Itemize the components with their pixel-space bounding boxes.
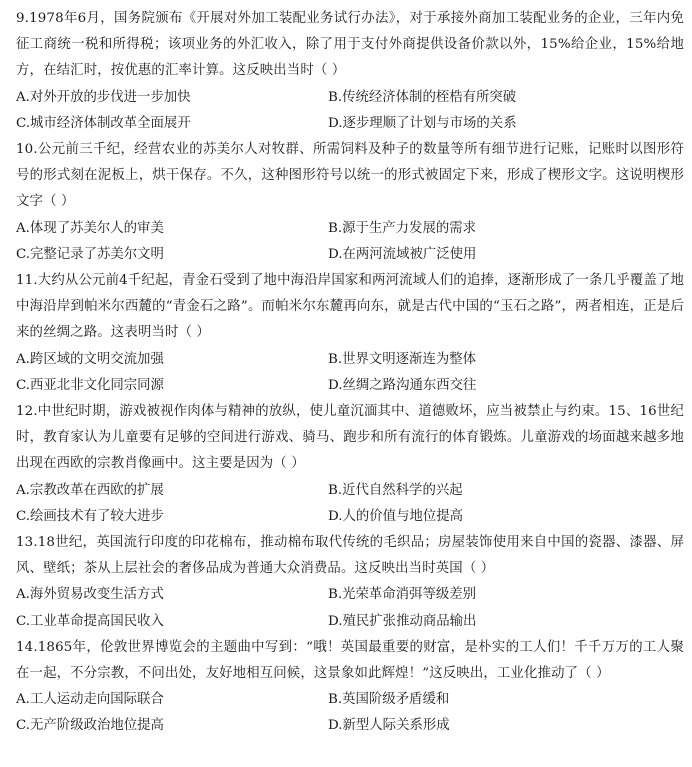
options xyxy=(16,582,684,634)
option-d[interactable]: D.在两河流域被广泛使用 xyxy=(328,246,477,262)
option-b[interactable]: B.英国阶级矛盾缓和 xyxy=(328,692,450,708)
option-d[interactable]: D.人的价值与地位提高 xyxy=(328,508,464,524)
question-14 xyxy=(16,635,684,740)
option-b[interactable]: B.近代自然科学的兴起 xyxy=(328,482,463,498)
question-stem: 12.中世纪时期，游戏被视作肉体与精神的放纵，使儿童沉湎其中、道德败坏，应当被禁止与约束。15、16世纪时，教育家认为儿童要有足够的空间进行游戏、骑马、跑步和所有流行的体育锻炼。儿童游戏的场面越来越多地出现在西欧的宗教肖像画中。这主要是因为（ ） xyxy=(16,404,684,472)
option-b[interactable]: B.传统经济体制的桎梏有所突破 xyxy=(328,89,517,105)
option-d[interactable]: D.殖民扩张推动商品输出 xyxy=(328,613,477,629)
option-a[interactable]: A.工人运动走向国际联合 xyxy=(16,692,164,708)
option-d[interactable]: D.逐步理顺了计划与市场的关系 xyxy=(328,115,517,131)
option-c[interactable]: C.完整记录了苏美尔文明 xyxy=(16,246,164,262)
option-d[interactable]: D.新型人际关系形成 xyxy=(328,718,450,734)
question-stem: 9.1978年6月，国务院颁布《开展对外加工装配业务试行办法》，对于承接外商加工装配业务的企业，三年内免征工商统一税和所得税；该项业务的外汇收入，除了用于支付外商提供设备价款以外，15%给企业，15%给地方，在结汇时，按优惠的汇率计算。这反映出当时（ ） xyxy=(16,11,684,79)
question-stem: 11.大约从公元前4千纪起，青金石受到了地中海沿岸国家和两河流域人们的追捧，逐渐形成了一条几乎覆盖了地中海沿岸到帕米尔西麓的“青金石之路”。而帕米尔东麓再向东，就是古代中国的“玉石之路”，两者相连，正是后来的丝绸之路。这表明当时（ ） xyxy=(16,273,684,341)
option-a[interactable]: A.对外开放的步伐进一步加快 xyxy=(16,89,191,105)
question-stem: 14.1865年，伦敦世界博览会的主题曲中写到：“哦！英国最重要的财富，是朴实的工人们！千千万万的工人聚在一起，不分宗教，不问出处，友好地相互问候，这景象如此辉煌！”这反映出，工业化推动了（ ） xyxy=(16,639,684,682)
question-13 xyxy=(16,530,684,635)
question-10 xyxy=(16,137,684,268)
option-c[interactable]: C.工业革命提高国民收入 xyxy=(16,613,164,629)
question-stem: 10.公元前三千纪，经营农业的苏美尔人对牧群、所需饲料及种子的数量等所有细节进行记账，记账时以图形符号的形式刻在泥板上，烘干保存。不久，这种图形符号以统一的形式被固定下来，形成了楔形文字。这说明楔形文字（ ） xyxy=(16,142,684,210)
option-a[interactable]: A.宗教改革在西欧的扩展 xyxy=(16,482,164,498)
options xyxy=(16,687,684,739)
option-d[interactable]: D.丝绸之路沟通东西交往 xyxy=(328,377,477,393)
option-c[interactable]: C.城市经济体制改革全面展开 xyxy=(16,115,191,131)
option-b[interactable]: B.光荣革命消弭等级差别 xyxy=(328,587,477,603)
options xyxy=(16,216,684,268)
option-b[interactable]: B.世界文明逐渐连为整体 xyxy=(328,351,477,367)
option-c[interactable]: C.绘画技术有了较大进步 xyxy=(16,508,164,524)
question-stem: 13.18世纪，英国流行印度的印花棉布，推动棉布取代传统的毛织品；房屋装饰使用来自中国的瓷器、漆器、屏风、壁纸；茶从上层社会的奢侈品成为普通大众消费品。这反映出当时英国（ ） xyxy=(16,535,684,577)
option-c[interactable]: C.无产阶级政治地位提高 xyxy=(16,718,164,734)
option-b[interactable]: B.源于生产力发展的需求 xyxy=(328,220,477,236)
question-11 xyxy=(16,268,684,399)
question-9 xyxy=(16,6,684,137)
option-a[interactable]: A.跨区域的文明交流加强 xyxy=(16,351,164,367)
option-a[interactable]: A.体现了苏美尔人的审美 xyxy=(16,220,164,236)
options xyxy=(16,85,684,137)
question-12 xyxy=(16,399,684,530)
options xyxy=(16,478,684,530)
option-a[interactable]: A.海外贸易改变生活方式 xyxy=(16,587,164,603)
option-c[interactable]: C.西亚北非文化同宗同源 xyxy=(16,377,164,393)
options xyxy=(16,347,684,399)
